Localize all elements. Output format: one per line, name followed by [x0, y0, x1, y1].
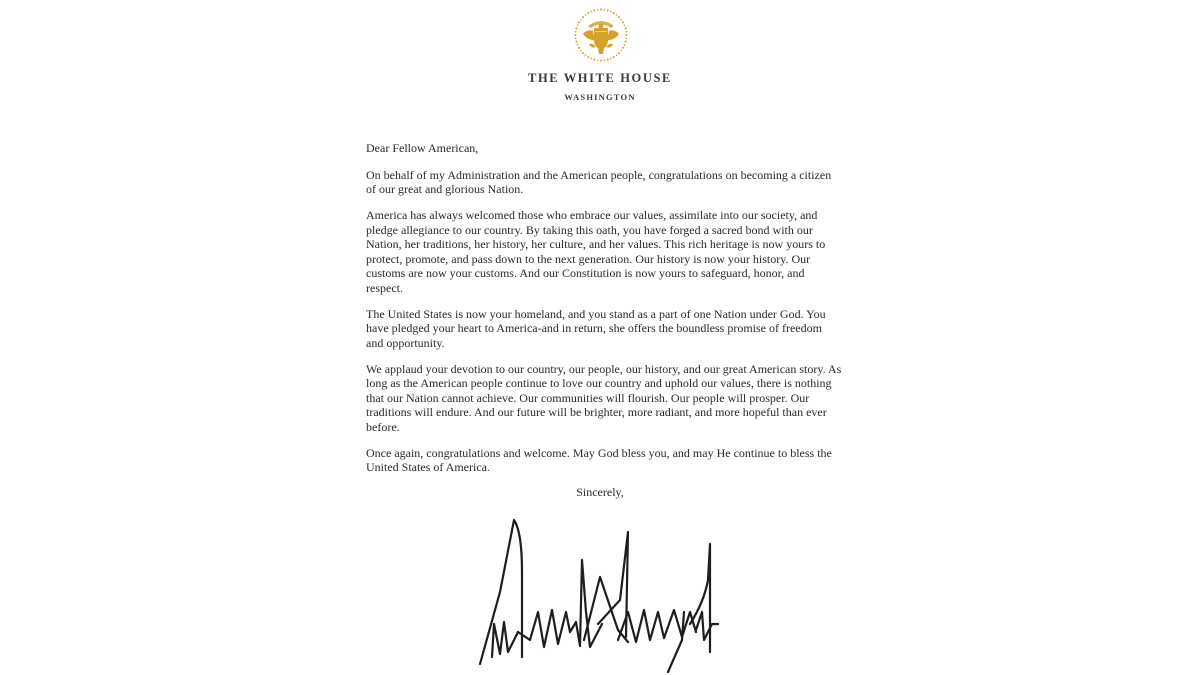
salutation: Dear Fellow American,	[366, 141, 479, 155]
handwritten-signature-icon	[478, 512, 730, 674]
paragraph-devotion: We applaud your devotion to our country, our people, our history, and our great American story. As long as the American people continue to love our country and uphold our values, there is nothing that our Nation cannot achieve. Our communities will flourish. Our people will prosper. Our traditions will endure. And our future will be brighter, more radiant, and more hopeful than ever before.	[366, 361, 842, 434]
paragraph-congratulations: On behalf of my Administration and the American people, congratulations on becoming a citizen of our great and glorious Nation.	[366, 167, 832, 196]
letter-body	[366, 141, 842, 486]
paragraph-homeland: The United States is now your homeland, and you stand as a part of one Nation under God. You have pledged your heart to America-and in return, she offers the boundless promise of freedom and opportunity.	[366, 306, 826, 350]
presidential-seal-icon	[573, 7, 629, 63]
paragraph-blessing: Once again, congratulations and welcome. May God bless you, and may He continue to bless the United States of America.	[366, 445, 832, 474]
org-city: WASHINGTON	[564, 92, 636, 102]
closing: Sincerely,	[576, 485, 624, 499]
org-name: THE WHITE HOUSE	[528, 71, 672, 85]
paragraph-heritage: America has always welcomed those who embrace our values, assimilate into our society, and pledge allegiance to our country. By taking this oath, you have forged a sacred bond with our Nation, her traditions, her history, her culture, and her values. This rich heritage is now yours to protect, promote, and pass down to the next generation. Our history is now your history. Our customs are now your customs. And our Constitution is now yours to safeguard, honor, and respect.	[366, 208, 826, 295]
